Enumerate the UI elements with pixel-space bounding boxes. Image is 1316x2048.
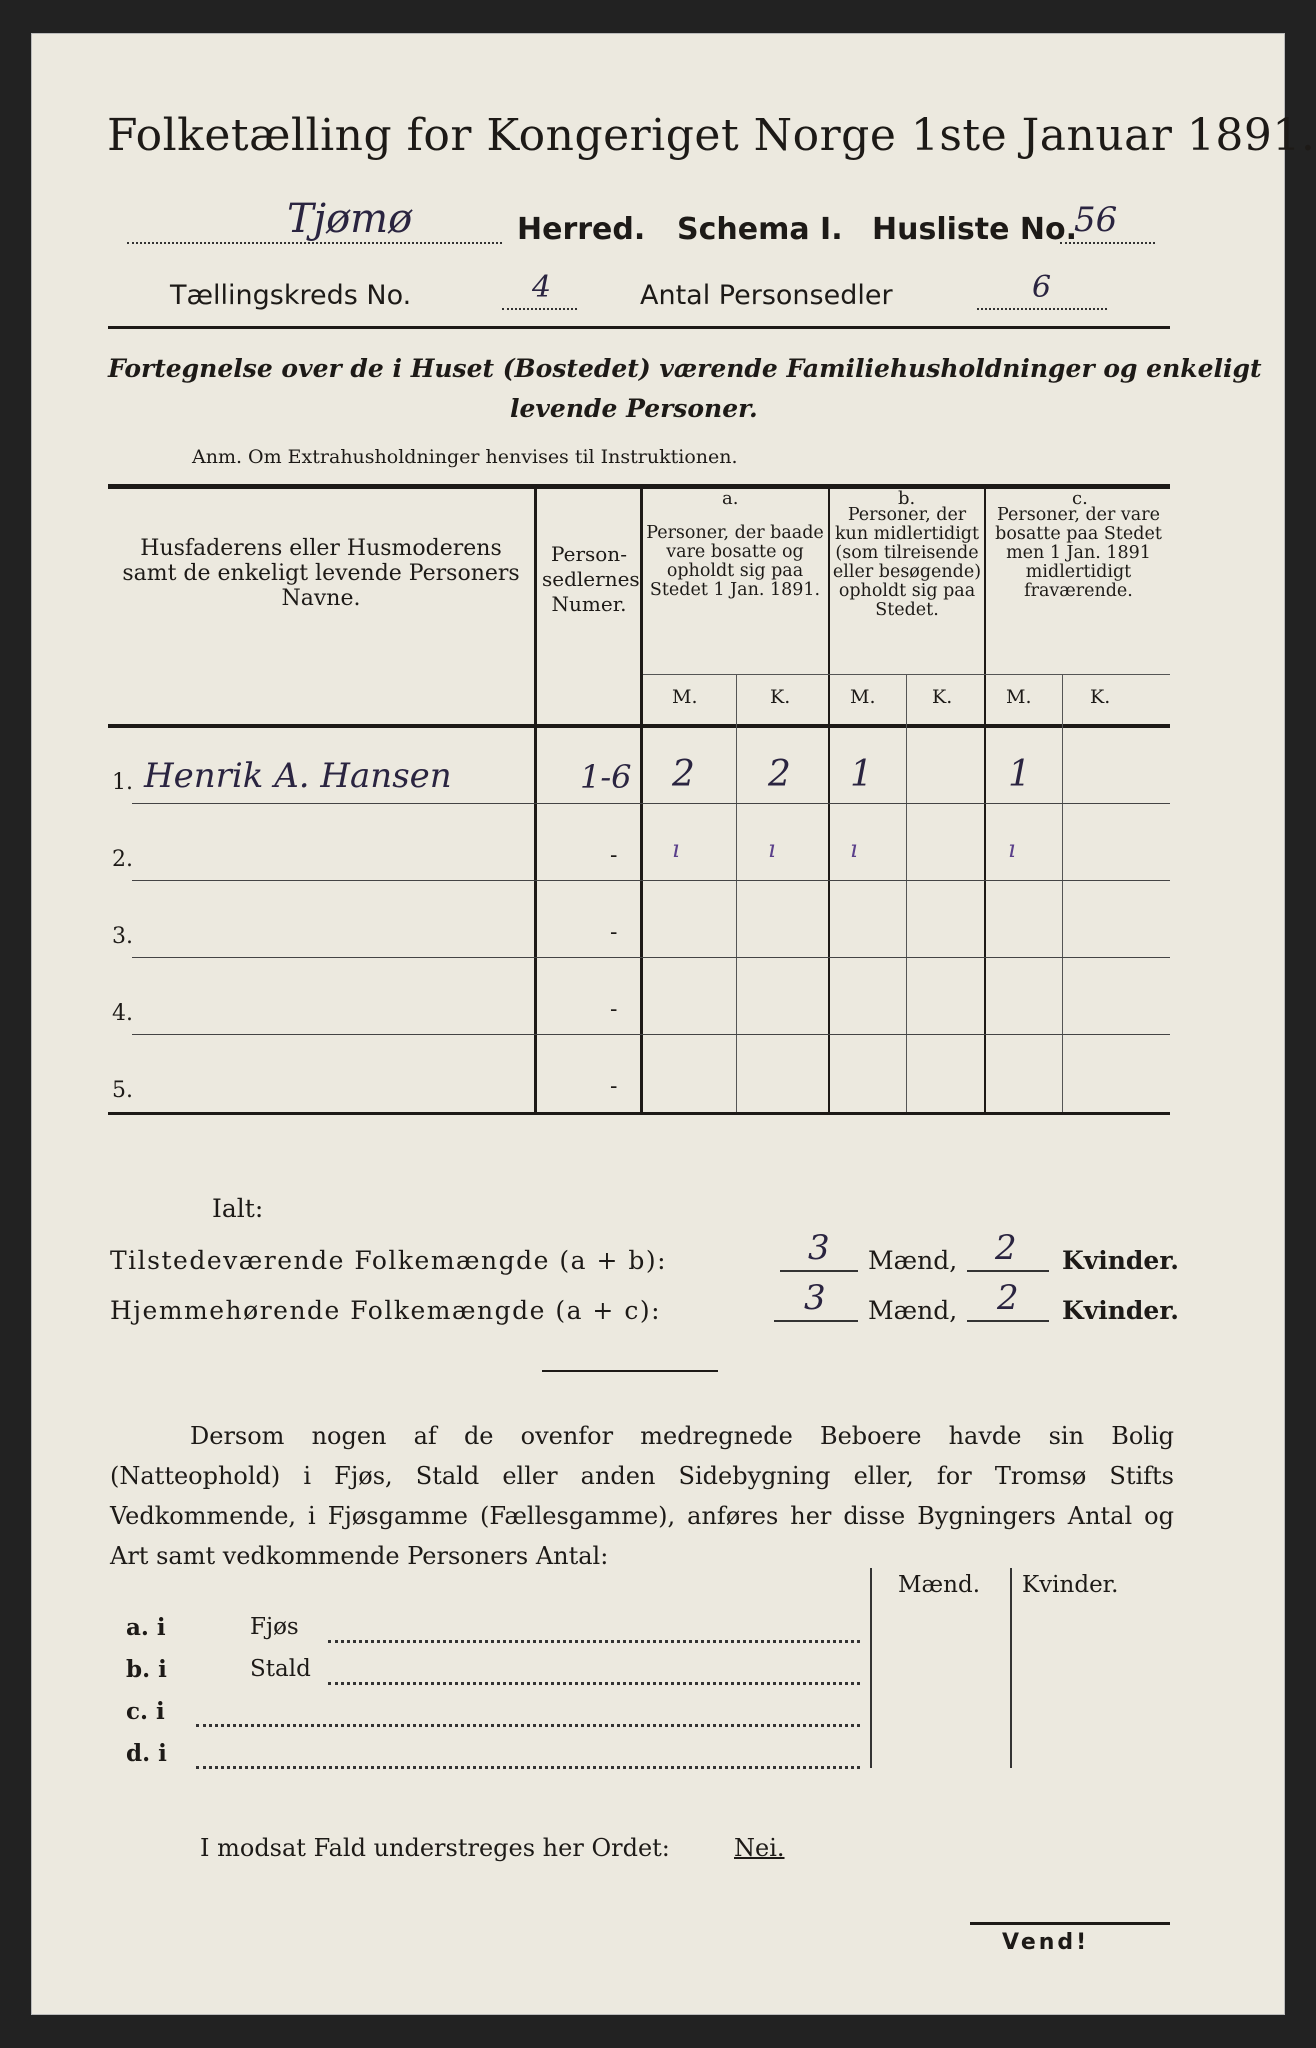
row-rule xyxy=(132,880,1170,881)
row-sedler-number: - xyxy=(610,997,618,1022)
bolig-item-key: d. i xyxy=(126,1740,167,1767)
mk-rule xyxy=(643,674,1170,675)
row-rule xyxy=(132,957,1170,958)
antal-label: Antal Personsedler xyxy=(640,280,893,311)
col-b-m: M. xyxy=(850,686,876,708)
hjemme-label: Hjemmehørende Folkemængde (a + c): xyxy=(110,1296,661,1325)
bolig-item-dots xyxy=(196,1706,860,1727)
form-title: Folketælling for Kongeriget Norge 1ste Januar 1891. xyxy=(107,110,1316,161)
vline-a-mk xyxy=(736,674,737,1112)
census-form xyxy=(32,34,1316,2014)
hjemme-m-value: 3 xyxy=(804,1278,826,1318)
col-a-letter: a. xyxy=(722,488,739,509)
bolig-item-label: Stald xyxy=(250,1656,311,1682)
tilstede-m-value: 3 xyxy=(808,1228,830,1268)
col-num-header: Person-sedlernes Numer. xyxy=(542,542,640,616)
bolig-col-maend: Mænd. xyxy=(898,1572,981,1598)
intro-line2: levende Personer. xyxy=(510,394,758,423)
row-count-am: 2 xyxy=(672,754,695,795)
bolig-vline-1 xyxy=(870,1568,872,1768)
bolig-item-label: Fjøs xyxy=(250,1614,299,1640)
col-a-header: Personer, der baade vare bosatte og opholdt sig paa Stedet 1 Jan. 1891. xyxy=(646,523,824,600)
vend-rule xyxy=(970,1922,1170,1925)
row-rule xyxy=(132,1034,1170,1035)
row-count-cm: 1 xyxy=(1008,754,1031,795)
kreds-field xyxy=(502,270,577,310)
tilstede-kvinder-label: Kvinder. xyxy=(1062,1246,1179,1275)
col-c-k: K. xyxy=(1090,686,1111,708)
kreds-label: Tællingskreds No. xyxy=(170,280,412,311)
tilstede-k-value: 2 xyxy=(995,1228,1017,1268)
nei-word: Nei. xyxy=(734,1834,785,1862)
vline-b xyxy=(984,489,986,1112)
row-name: Henrik A. Hansen xyxy=(144,756,452,796)
schema-label: Schema I. xyxy=(677,212,843,247)
tilstede-m-field xyxy=(780,1228,858,1272)
row-count-bm: 1 xyxy=(850,754,873,795)
divider xyxy=(542,1370,718,1372)
antal-field xyxy=(977,270,1107,310)
row-sedler-number: 1-6 xyxy=(580,758,632,796)
bolig-item-dots xyxy=(196,1748,860,1769)
bolig-paragraph: Dersom nogen af de ovenfor medregnede Beboere havde sin Bolig (Natteophold) i Fjøs, Stald eller anden Sidebygning eller, for Tromsø Stifts Vedkommende, i Fjøsgamme (Fællesgamme), anføres her disse Bygningers Antal og Art samt vedkommende Personers Antal: xyxy=(110,1422,1174,1570)
modsat-text: I modsat Fald understreges her Ordet: xyxy=(200,1834,670,1862)
hjemme-maend-label: Mænd, xyxy=(868,1296,958,1325)
col-b-header: Personer, der kun midlertidigt (som tilreisende eller besøgende) opholdt sig paa Stedet. xyxy=(832,505,982,620)
row-number: 1. xyxy=(112,770,133,795)
tilstede-k-field xyxy=(967,1228,1049,1272)
col-a-m: M. xyxy=(672,686,698,708)
row-number: 4. xyxy=(112,1001,133,1026)
col-b-k: K. xyxy=(932,686,953,708)
herred-value: Tjømø xyxy=(287,196,413,242)
row-sedler-number: - xyxy=(610,843,618,868)
intro-line1: Fortegnelse over de i Huset (Bostedet) værende Familiehusholdninger og enkeligt xyxy=(108,354,1262,383)
row-sedler-number: - xyxy=(610,1074,618,1099)
row-rule xyxy=(132,803,1170,804)
hjemme-m-field xyxy=(774,1278,858,1322)
hjemme-kvinder-label: Kvinder. xyxy=(1062,1296,1179,1325)
bolig-item-dots xyxy=(328,1664,860,1685)
hjemme-k-value: 2 xyxy=(997,1278,1019,1318)
kreds-value: 4 xyxy=(532,270,552,305)
bolig-item-key: a. i xyxy=(126,1614,166,1641)
vend-text: Vend! xyxy=(1002,1930,1090,1955)
table-top-rule xyxy=(108,484,1170,489)
col-c-header: Personer, der vare bosatte paa Stedet men 1 Jan. 1891 midlertidigt fraværende. xyxy=(995,505,1162,601)
row-number: 2. xyxy=(112,847,133,872)
row-count-ak: ı xyxy=(768,835,776,863)
vline-b-mk xyxy=(906,674,907,1112)
tilstede-maend-label: Mænd, xyxy=(868,1246,958,1275)
husliste-value: 56 xyxy=(1074,200,1118,240)
ialt-label: Ialt: xyxy=(212,1194,264,1223)
tilstede-label: Tilstedeværende Folkemængde (a + b): xyxy=(110,1246,668,1275)
antal-value: 6 xyxy=(1032,270,1052,305)
row-count-bm: ı xyxy=(850,835,858,863)
row-number: 3. xyxy=(112,924,133,949)
vline-a xyxy=(828,489,830,1112)
husliste-field xyxy=(1060,200,1155,244)
bolig-item-dots xyxy=(328,1622,860,1643)
col-a-k: K. xyxy=(770,686,791,708)
table-bottom-rule xyxy=(108,1112,1170,1115)
hjemme-k-field xyxy=(967,1278,1049,1322)
vline-c-mk xyxy=(1062,674,1063,1112)
row-count-am: ı xyxy=(672,835,680,863)
herred-label: Herred. xyxy=(517,212,646,247)
header-rule xyxy=(108,326,1170,329)
anm-note: Anm. Om Extrahusholdninger henvises til Instruktionen. xyxy=(192,446,738,468)
table-header-rule xyxy=(108,724,1170,728)
bolig-vline-2 xyxy=(1010,1568,1012,1768)
row-count-ak: 2 xyxy=(768,754,791,795)
row-number: 5. xyxy=(112,1078,133,1103)
col-c-m: M. xyxy=(1006,686,1032,708)
herred-field xyxy=(127,196,502,244)
row-sedler-number: - xyxy=(610,920,618,945)
bolig-item-key: c. i xyxy=(126,1698,165,1725)
col-b-letter: b. xyxy=(898,488,916,509)
col-name-header: Husfaderens eller Husmoderens samt de enkeligt levende Personers Navne. xyxy=(122,536,520,611)
vline-num xyxy=(640,489,643,1112)
bolig-col-kvinder: Kvinder. xyxy=(1022,1572,1119,1598)
row-count-cm: ı xyxy=(1008,835,1016,863)
husliste-label: Husliste No. xyxy=(872,212,1077,247)
bolig-item-key: b. i xyxy=(126,1656,167,1683)
col-c-letter: c. xyxy=(1072,488,1088,509)
vline-name xyxy=(534,489,537,1112)
